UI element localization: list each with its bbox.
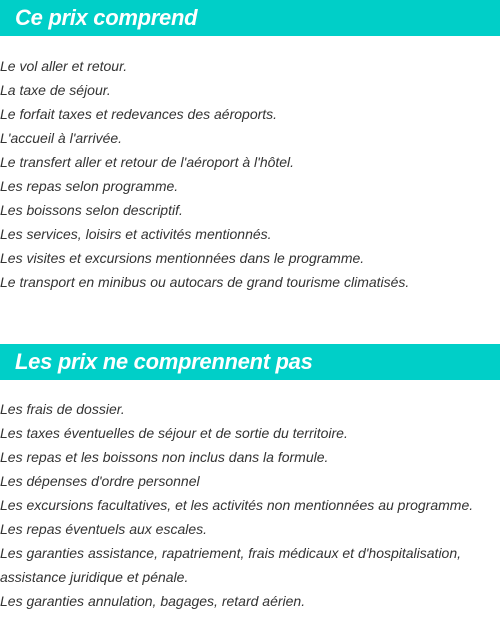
list-item: Le vol aller et retour. <box>0 58 128 74</box>
list-item: Les garanties annulation, bagages, retard aérien. <box>0 593 306 609</box>
list-item: La taxe de séjour. <box>0 82 111 98</box>
list-item: Les visites et excursions mentionnées dans le programme. <box>0 250 365 266</box>
excluded-section-header <box>0 344 500 380</box>
list-item: Le transfert aller et retour de l'aéroport à l'hôtel. <box>0 154 295 170</box>
list-item: Le forfait taxes et redevances des aéroports. <box>0 106 278 122</box>
list-item: Les repas et les boissons non inclus dans la formule. <box>0 449 329 465</box>
list-item: Les services, loisirs et activités mentionnés. <box>0 226 272 242</box>
excluded-section-title: Les prix ne comprennent pas <box>15 349 313 374</box>
list-item: Les frais de dossier. <box>0 401 125 417</box>
included-section-header <box>0 0 500 36</box>
list-item: Les repas éventuels aux escales. <box>0 521 208 537</box>
list-item: L'accueil à l'arrivée. <box>0 130 123 146</box>
list-item: Le transport en minibus ou autocars de grand tourisme climatisés. <box>0 274 410 290</box>
list-item: Les taxes éventuelles de séjour et de sortie du territoire. <box>0 425 348 441</box>
list-item: Les excursions facultatives, et les activités non mentionnées au programme. <box>0 497 474 513</box>
list-item: Les dépenses d'ordre personnel <box>0 473 200 489</box>
included-section-title: Ce prix comprend <box>15 5 198 30</box>
included-items-list <box>0 54 500 294</box>
list-item: Les garanties assistance, rapatriement, frais médicaux et d'hospitalisation, assistance juridique et pénale. <box>0 545 462 585</box>
list-item: Les repas selon programme. <box>0 178 179 194</box>
list-item: Les boissons selon descriptif. <box>0 202 183 218</box>
excluded-items-list <box>0 397 500 613</box>
